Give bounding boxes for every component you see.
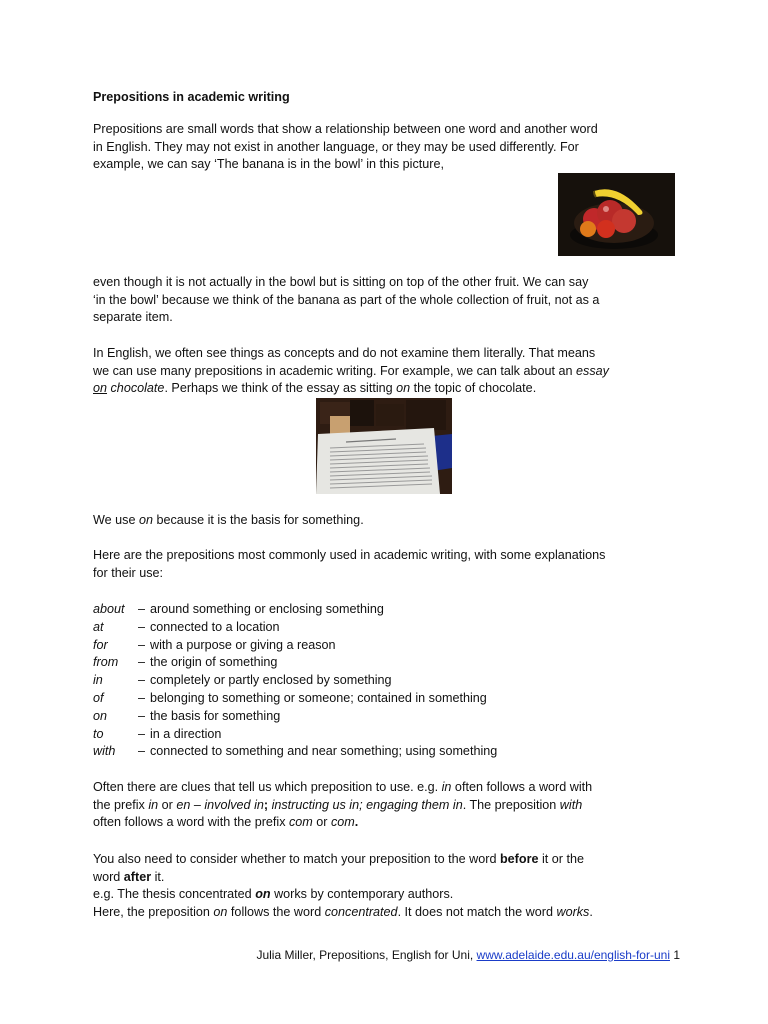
bold-term: after	[123, 869, 152, 884]
text-line	[93, 904, 683, 922]
text-line	[93, 797, 683, 815]
paragraph	[93, 512, 683, 530]
italic-term: on	[138, 513, 153, 527]
text-segment: works by contemporary authors.	[270, 887, 454, 902]
preposition-row	[93, 743, 683, 761]
italic-term: on	[396, 381, 411, 396]
text-line	[93, 363, 683, 381]
text-line	[93, 512, 683, 530]
text-segment: . The preposition	[462, 797, 560, 812]
paragraph	[93, 851, 683, 922]
preposition-term: with	[93, 744, 116, 759]
paragraph	[93, 547, 683, 582]
preposition-term: on	[93, 708, 108, 723]
text-line: Here are the prepositions most commonly used in academic writing, with some explanations	[93, 548, 606, 562]
preposition-definition: the basis for something	[150, 708, 281, 723]
dash: –	[138, 673, 146, 688]
italic-term: involved in	[204, 797, 264, 812]
preposition-term: about	[93, 602, 125, 616]
paragraph	[93, 274, 683, 327]
preposition-row	[93, 619, 683, 637]
text-segment: .	[354, 815, 359, 830]
text-line	[93, 886, 683, 904]
page-title: Prepositions in academic writing	[93, 90, 290, 104]
preposition-term: at	[93, 619, 104, 634]
preposition-term: in	[93, 673, 103, 688]
text-segment: the prefix	[93, 797, 149, 812]
italic-term: essay	[576, 363, 609, 378]
text-line: even though it is not actually in the bowl but is sitting on top of the other fruit. We can say	[93, 275, 589, 289]
preposition-term: from	[93, 655, 119, 670]
text-segment: word	[93, 869, 124, 884]
text-line: ‘in the bowl’ because we think of the banana as part of the whole collection of fruit, not as a	[93, 292, 600, 307]
preposition-row	[93, 726, 683, 744]
essay-on-chocolate-photo	[316, 398, 452, 494]
preposition-row	[93, 601, 683, 619]
preposition-list	[93, 601, 683, 761]
text-line: in English. They may not exist in another language, or they may be used differently. For	[93, 139, 579, 154]
text-segment: because it is the basis for something.	[152, 513, 364, 527]
text-line: example, we can say ‘The banana is in the bowl’ in this picture,	[93, 157, 444, 172]
dash: –	[138, 602, 146, 616]
italic-term: com	[289, 815, 313, 830]
preposition-definition: connected to a location	[150, 619, 280, 634]
text-segment: –	[190, 797, 205, 812]
preposition-row	[93, 708, 683, 726]
text-line: separate item.	[93, 310, 173, 325]
preposition-definition: connected to something and near something; using something	[150, 744, 498, 759]
preposition-term: of	[93, 690, 104, 705]
preposition-row	[93, 654, 683, 672]
page-footer	[210, 947, 680, 963]
italic-term: en	[176, 797, 191, 812]
text-segment: We use	[93, 513, 139, 527]
text-segment: . Perhaps we think of the essay as sitting	[164, 381, 397, 396]
italic-term: in	[441, 780, 452, 794]
dash: –	[138, 744, 146, 759]
text-line	[93, 779, 683, 797]
text-line	[93, 380, 683, 398]
text-segment: or	[312, 815, 331, 830]
preposition-row	[93, 637, 683, 655]
text-segment: Often there are clues that tell us which preposition to use. e.g.	[93, 780, 442, 794]
text-segment: e.g. The thesis concentrated	[93, 887, 256, 902]
dash: –	[138, 619, 146, 634]
preposition-definition: belonging to something or someone; contained in something	[150, 690, 487, 705]
page-number: 1	[669, 948, 680, 962]
text-segment: Here, the preposition	[93, 905, 214, 920]
preposition-definition: the origin of something	[150, 655, 278, 670]
paragraph	[93, 779, 683, 832]
footer-text: Julia Miller, Prepositions, English for Uni,	[256, 948, 477, 962]
text-line: In English, we often see things as concepts and do not examine them literally. That means	[93, 346, 596, 360]
dash: –	[138, 655, 146, 670]
preposition-definition: in a direction	[150, 726, 222, 741]
italic-term: with	[559, 797, 583, 812]
footer-link[interactable]: www.adelaide.edu.au/english-for-uni	[476, 948, 670, 962]
dash: –	[138, 690, 146, 705]
italic-term: works	[556, 905, 590, 920]
text-segment: . It does not match the word	[397, 905, 557, 920]
preposition-definition: around something or enclosing something	[150, 602, 384, 616]
text-line	[93, 851, 683, 869]
text-segment: or	[158, 797, 177, 812]
text-segment: follows the word	[227, 905, 325, 920]
italic-term: concentrated	[324, 905, 398, 920]
preposition-term: to	[93, 726, 104, 741]
preposition-row	[93, 690, 683, 708]
text-segment: often follows a word with	[451, 780, 593, 794]
text-segment: it or the	[538, 852, 584, 866]
italic-term: chocolate	[107, 381, 165, 396]
preposition-row	[93, 672, 683, 690]
preposition-definition: completely or partly enclosed by something	[150, 673, 392, 688]
preposition-term: for	[93, 637, 108, 652]
paragraph	[93, 345, 683, 398]
text-line	[93, 814, 683, 832]
text-line: for their use:	[93, 565, 163, 580]
bold-italic-term: on	[255, 887, 271, 902]
italic-underlined-term: on	[93, 381, 108, 396]
text-line: Prepositions are small words that show a relationship between one word and another word	[93, 122, 598, 136]
italic-term: instructing us in; engaging them in	[271, 797, 463, 812]
dash: –	[138, 637, 146, 652]
text-segment: .	[589, 905, 593, 920]
italic-term: com	[331, 815, 355, 830]
text-segment: ;	[263, 797, 272, 812]
preposition-definition: with a purpose or giving a reason	[150, 637, 336, 652]
bold-term: before	[499, 852, 539, 866]
text-segment: You also need to consider whether to match your preposition to the word	[93, 852, 500, 866]
text-segment: often follows a word with the prefix	[93, 815, 289, 830]
text-line	[93, 869, 683, 887]
text-segment: we can use many prepositions in academic writing. For example, we can talk about an	[93, 363, 577, 378]
text-segment: it.	[151, 869, 165, 884]
text-segment: the topic of chocolate.	[410, 381, 537, 396]
fruit-bowl-photo	[558, 173, 675, 256]
italic-term: in	[148, 797, 159, 812]
dash: –	[138, 726, 146, 741]
intro-paragraph	[93, 121, 683, 174]
dash: –	[138, 708, 146, 723]
italic-term: on	[213, 905, 228, 920]
